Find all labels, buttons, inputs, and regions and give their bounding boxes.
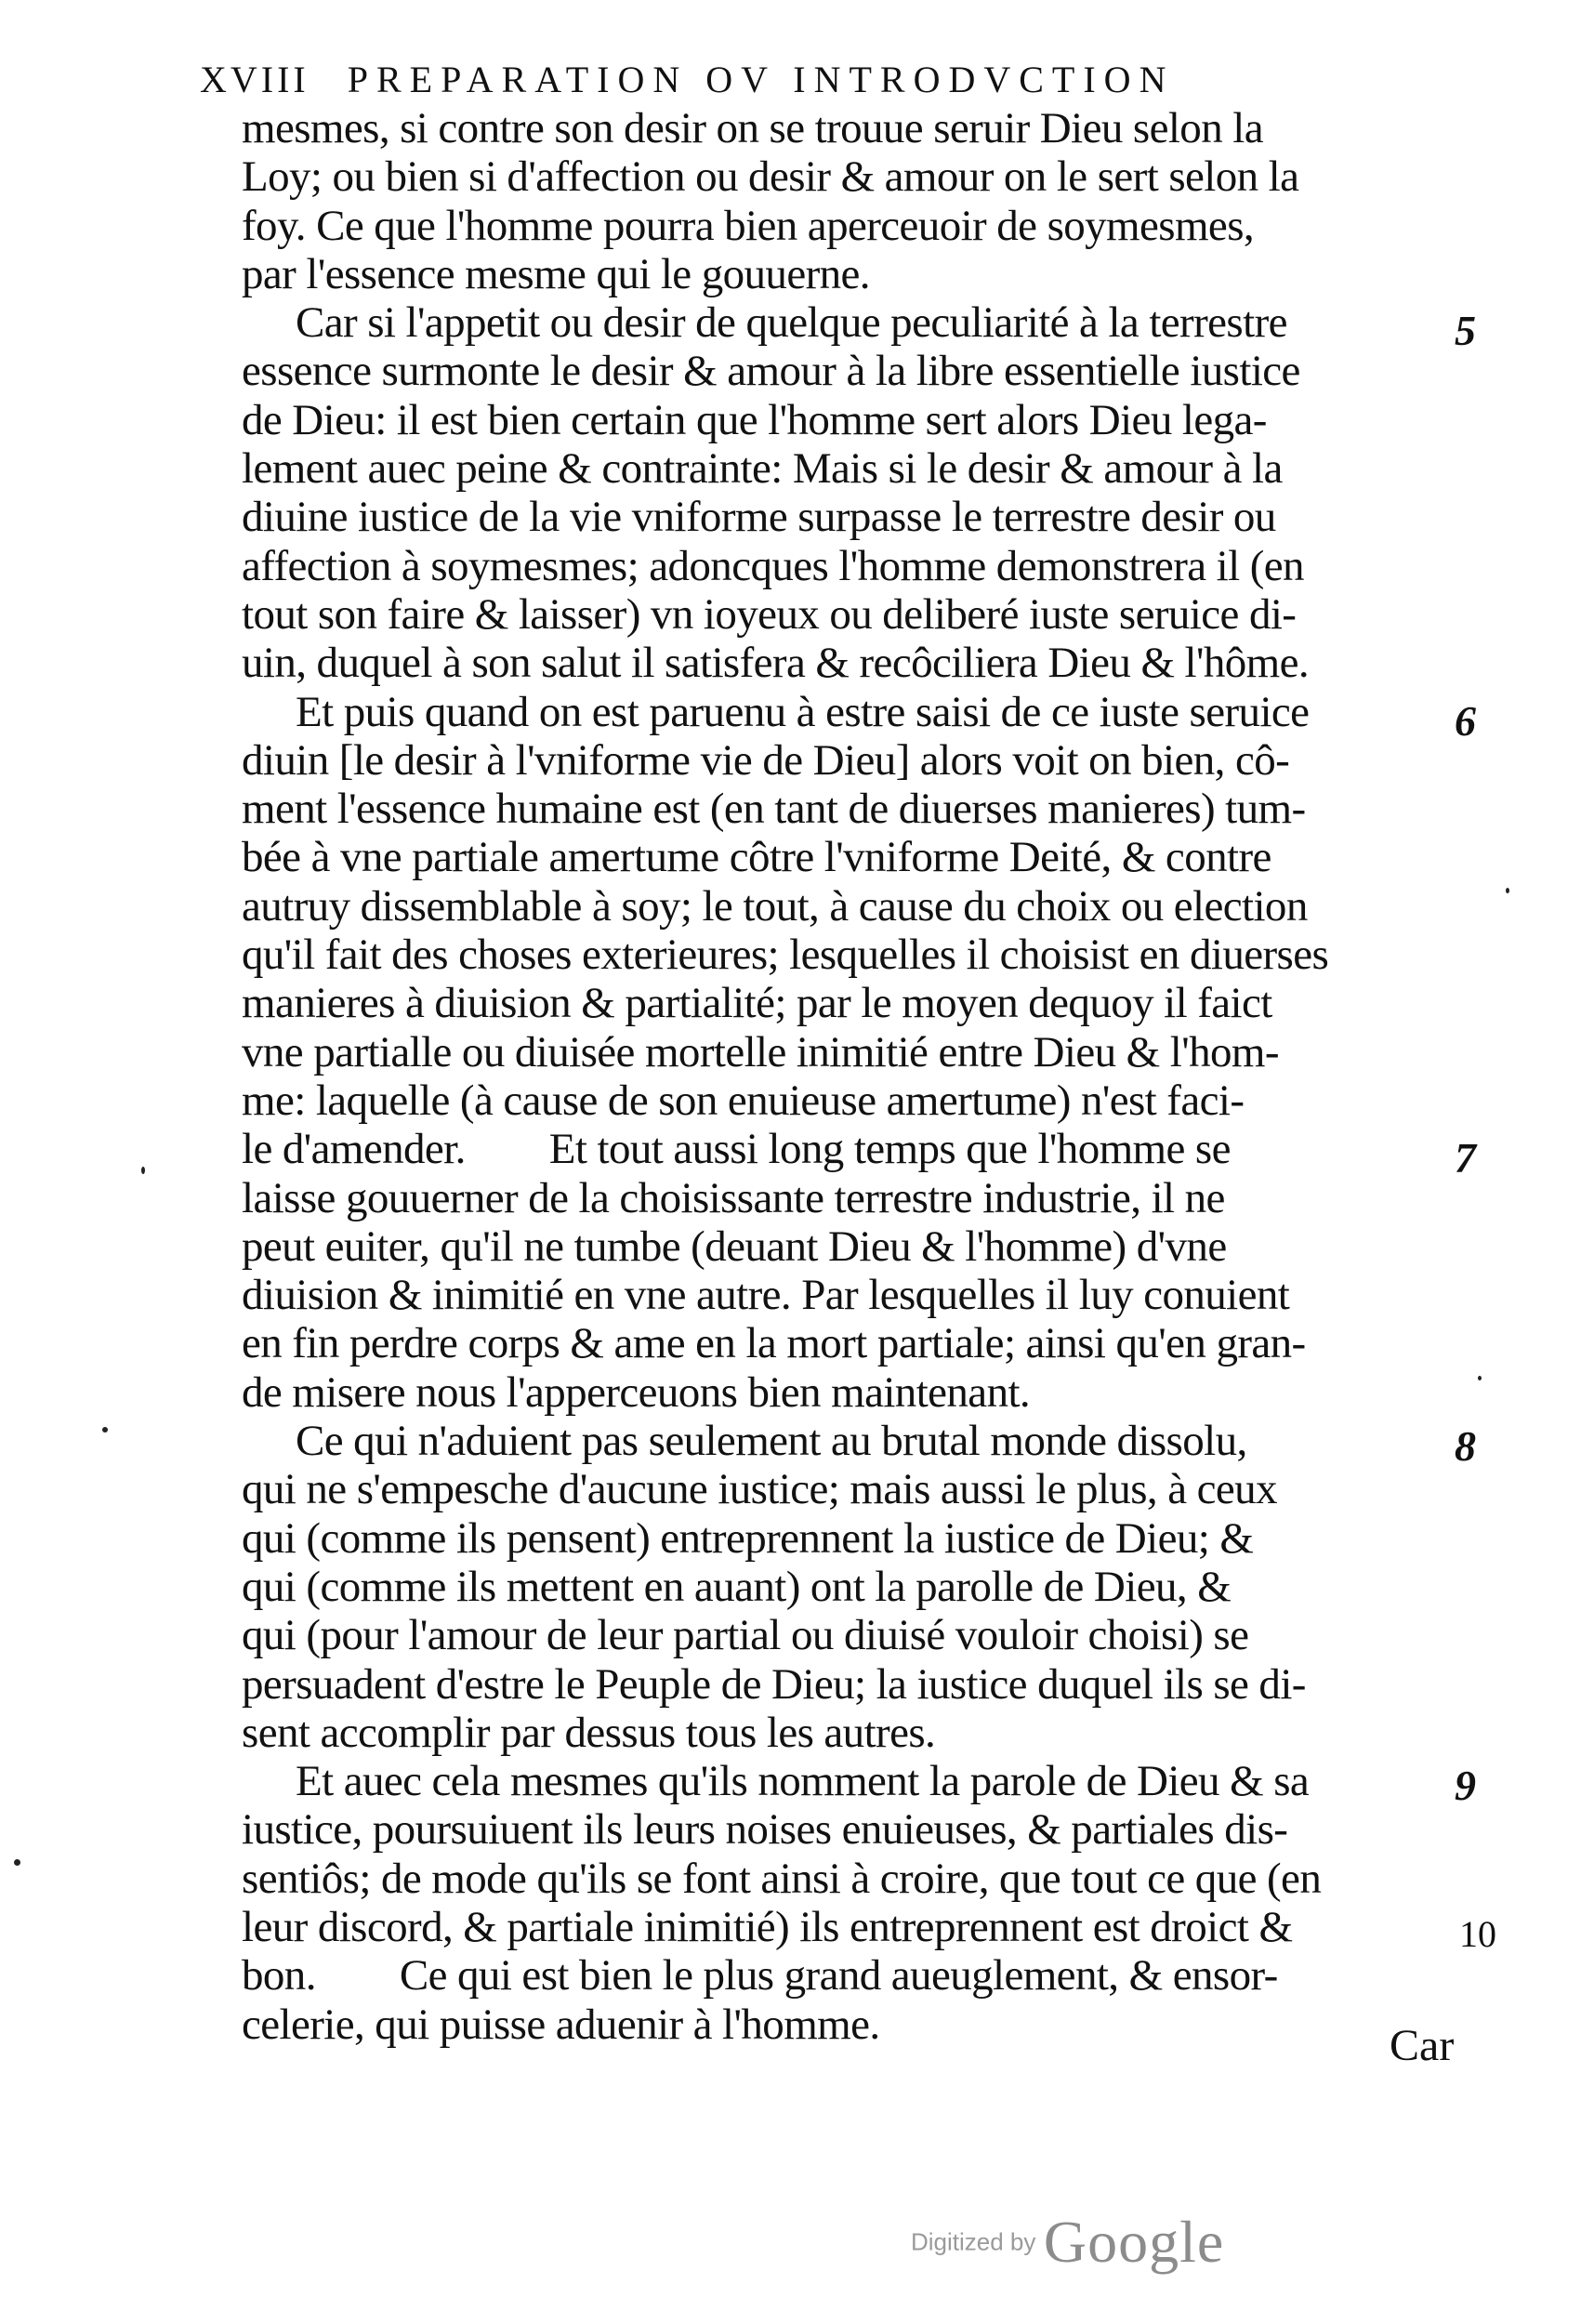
line-start: bon. — [242, 1951, 316, 2000]
line-continuation: Et tout aussi long temps que l'homme se — [548, 1125, 1231, 1174]
text-line: autruy dissemblable à soy; le tout, à cause du choix ou election — [242, 881, 1308, 931]
running-title: PREPARATION OV INTRODVCTION — [347, 59, 1175, 100]
text-line: leur discord, & partiale inimitié) ils entreprennent est droict & — [242, 1902, 1293, 1951]
margin-number: 7 — [1455, 1134, 1476, 1182]
text-line: qui ne s'empesche d'aucune iustice; mais aussi le plus, à ceux — [242, 1465, 1277, 1514]
text-line: foy. Ce que l'homme pourra bien aperceuoir de soymesmes, — [242, 201, 1255, 250]
text-line: en fin perdre corps & ame en la mort partiale; ainsi qu'en gran- — [242, 1319, 1306, 1368]
ink-speck — [102, 1427, 108, 1433]
text-line: manieres à diuision & partialité; par le moyen dequoy il faict — [242, 979, 1272, 1028]
text-line: vne partialle ou diuisée mortelle inimitié entre Dieu & l'hom- — [242, 1027, 1279, 1076]
text-line: Car si l'appetit ou desir de quelque peculiarité à la terrestre — [296, 298, 1287, 348]
text-line — [242, 1125, 1450, 1173]
text-line: qui (comme ils pensent) entreprennent la iustice de Dieu; & — [242, 1513, 1254, 1563]
text-line: mesmes, si contre son desir on se trouue seruir Dieu selon la — [242, 104, 1263, 152]
text-line: Loy; ou bien si d'affection ou desir & amour on le sert selon la — [242, 152, 1299, 202]
margin-number: 9 — [1455, 1762, 1476, 1809]
text-line: uin, duquel à son salut il satisfera & recôciliera Dieu & l'hôme. — [242, 639, 1310, 688]
margin-number: 5 — [1455, 307, 1476, 354]
margin-number: 10 — [1459, 1913, 1496, 1955]
folio-number: XVIII — [200, 59, 310, 100]
text-line: essence surmonte le desir & amour à la libre essentielle iustice — [242, 347, 1300, 396]
text-line: affection à soymesmes; adoncques l'homme demonstrera il (en — [242, 541, 1304, 590]
text-line: Ce qui n'aduient pas seulement au brutal monde dissolu, — [296, 1417, 1247, 1466]
margin-number: 6 — [1455, 697, 1476, 745]
text-line: Et puis quand on est paruenu à estre saisi de ce iuste seruice — [296, 687, 1310, 736]
text-line: qu'il fait des choses exterieures; lesquelles il choisist en diuerses — [242, 931, 1329, 980]
text-line: laisse gouuerner de la choisissante terrestre industrie, il ne — [242, 1173, 1225, 1222]
ink-speck — [14, 1859, 20, 1866]
text-line: diuision & inimitié en vne autre. Par lesquelles il luy conuient — [242, 1271, 1290, 1320]
text-line: qui (pour l'amour de leur partial ou diuisé vouloir choisi) se — [242, 1611, 1249, 1660]
line-start: le d'amender. — [242, 1125, 466, 1174]
text-line: de misere nous l'apperceuons bien maintenant. — [242, 1367, 1031, 1417]
text-line: bée à vne partiale amertume côtre l'vniforme Deité, & contre — [242, 833, 1271, 882]
text-line: de Dieu: il est bien certain que l'homme sert alors Dieu lega- — [242, 395, 1267, 444]
text-line: diuine iustice de la vie vniforme surpasse le terrestre desir ou — [242, 493, 1276, 542]
digitized-watermark — [911, 2208, 1224, 2277]
watermark-prefix: Digitized by — [911, 2227, 1036, 2256]
text-line: tout son faire & laisser) vn ioyeux ou deliberé iuste seruice di- — [242, 589, 1297, 639]
text-line: diuin [le desir à l'vniforme vie de Dieu] alors voit on bien, cô- — [242, 735, 1290, 785]
catchword: Car — [1390, 2021, 1455, 2070]
ink-speck — [1506, 888, 1509, 893]
text-line: Et auec cela mesmes qu'ils nomment la parole de Dieu & sa — [296, 1757, 1310, 1806]
ink-speck — [1478, 1376, 1482, 1380]
text-line: lement auec peine & contrainte: Mais si le desir & amour à la — [242, 444, 1283, 494]
body-text — [242, 104, 1450, 2049]
text-line: ment l'essence humaine est (en tant de diuerses manieres) tum- — [242, 785, 1306, 834]
page-header — [200, 56, 1315, 104]
text-line — [242, 1951, 1450, 2000]
text-line: peut euiter, qu'il ne tumbe (deuant Dieu & l'homme) d'vne — [242, 1221, 1227, 1271]
text-line: par l'essence mesme qui le gouuerne. — [242, 249, 870, 298]
text-line: me: laquelle (à cause de son enuieuse amertume) n'est faci- — [242, 1076, 1245, 1125]
text-line: iustice, poursuiuent ils leurs noises enuieuses, & partiales dis- — [242, 1805, 1288, 1855]
text-line: persuadent d'estre le Peuple de Dieu; la iustice duquel ils se di- — [242, 1659, 1306, 1709]
text-line: celerie, qui puisse aduenir à l'homme. — [242, 2000, 880, 2049]
text-line: sentiôs; de mode qu'ils se font ainsi à croire, que tout ce que (en — [242, 1854, 1322, 1903]
google-logo: Google — [1043, 2209, 1225, 2275]
line-continuation: Ce qui est bien le plus grand aueuglement, & ensor- — [399, 1951, 1278, 2000]
ink-speck — [141, 1167, 145, 1174]
text-line: sent accomplir par dessus tous les autres. — [242, 1708, 936, 1757]
margin-number: 8 — [1455, 1422, 1476, 1470]
text-line: qui (comme ils mettent en auant) ont la parolle de Dieu, & — [242, 1562, 1232, 1611]
